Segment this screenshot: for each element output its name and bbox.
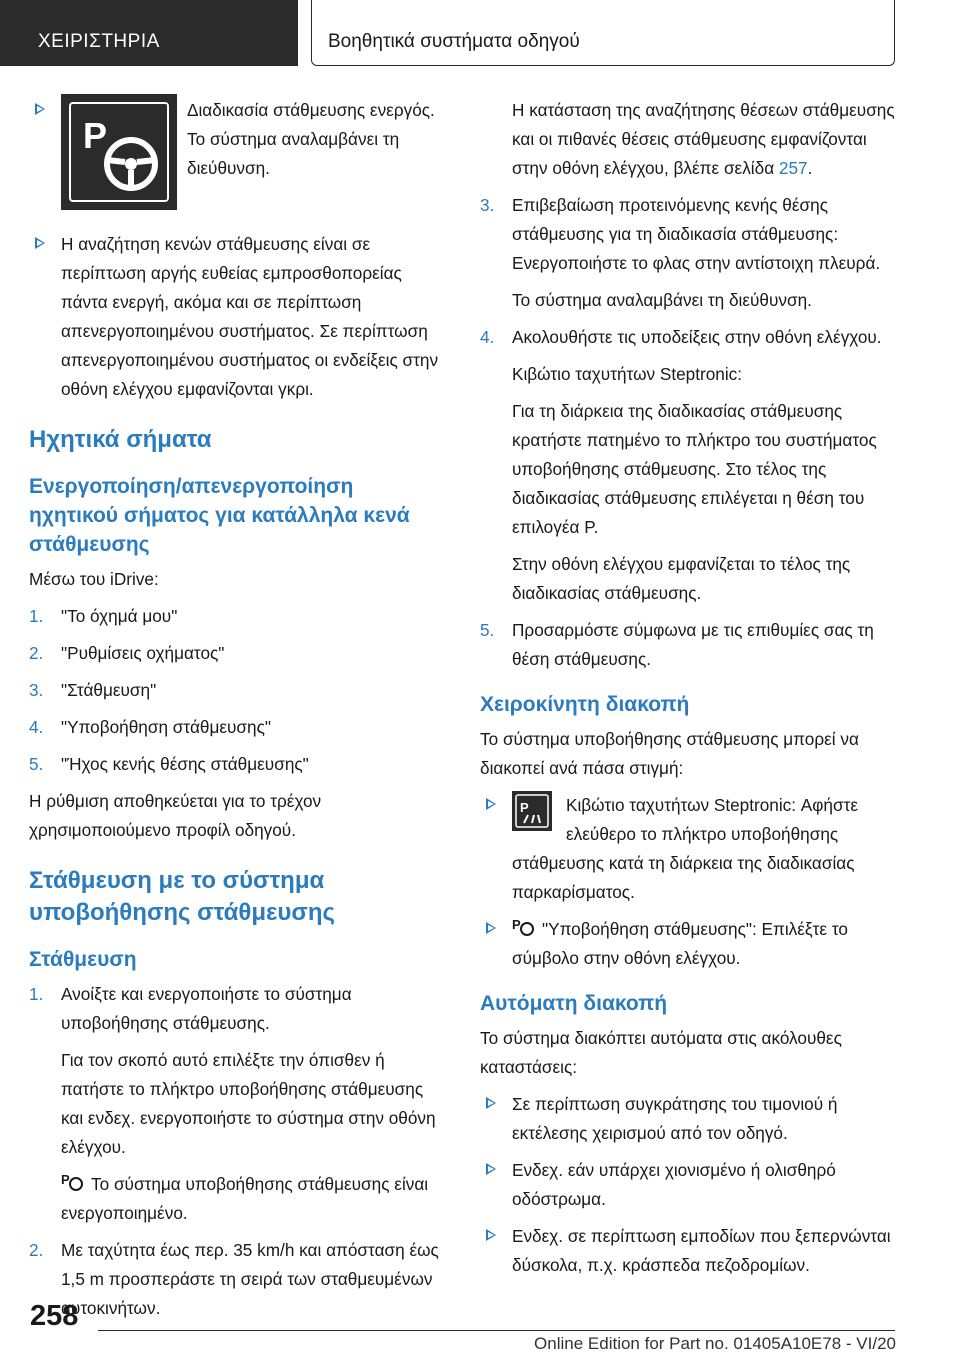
list-item: 5. Προσαρμόστε σύμφωνα με τις επιθυμίες σας τη θέση στάθμευσης. [480,620,874,669]
bullet-triangle-icon [486,1229,496,1241]
profile-note: Η ρύθμιση αποθηκεύεται για το τρέχον χρησιμοποιούμενο προφίλ οδηγού. [29,791,322,840]
page-link[interactable]: 257 [778,158,808,178]
heading-sound-toggle: Ενεργοποίηση/απενεργοποίηση ηχητικού σήματος για κατάλληλα κενά στάθμευσης [29,475,410,556]
list-item-text: Σε περίπτωση συγκράτησης του τιμονιού ή εκτέλεσης χειρισμού από τον οδηγό. [512,1094,838,1143]
manual-intro: Το σύστημα υποβοήθησης στάθμευσης μπορεί να διακοπεί ανά πάσα στιγμή: [480,729,859,778]
search-status-paragraph: Η κατάσταση της αναζήτησης θέσεων στάθμευσης και οι πιθανές θέσεις στάθμευσης εμφανίζονται στην οθόνη ελέγχου, βλέπε σελίδα 257. [512,100,895,178]
heading-parking: Στάθμευση [29,948,137,971]
park-assist-icon [61,1172,85,1192]
list-item: 1. Ανοίξτε και ενεργοποιήστε το σύστημα υποβοήθησης στάθμευσης. Για τον σκοπό αυτό επιλέξτε την όπισθεν ή πατήστε το πλήκτρο υποβοήθησης στάθμευσης και ενδεχ. ενεργοποιήστε το σύστημα στην οθόνη ελέγχου. P Το σύστημα υποβοήθησης στάθμευσης είναι ενεργοποιημένο. [29,984,436,1223]
list-item: 4. Ακολουθήστε τις υποδείξεις στην οθόνη ελέγχου. Κιβώτιο ταχυτήτων Steptronic: Για τη διάρκεια της διαδικασίας στάθμευσης κρατήστε πατημένο το πλήκτρο του συστήματος υποβοήθησης στάθμευσης. Στο τέλος της διαδικασίας στάθμευσης επιλέγεται η θέση του επιλογέα P. Στην οθόνη ελέγχου εμφανίζεται το τέλος της διαδικασίας στάθμευσης. [480,327,882,603]
footer-divider [98,1330,895,1331]
list-item: 3. "Στάθμευση" [29,680,157,700]
list-item [480,1222,900,1280]
svg-text:P: P [512,917,521,932]
heading-auto-stop: Αυτόματη διακοπή [480,992,668,1015]
list-item [480,1156,900,1214]
list-item: 3. Επιβεβαίωση προτεινόμενης κενής θέσης στάθμευσης για τη διαδικασία στάθμευσης: Ενεργοποιήστε το φλας στην αντίστοιχη πλευρά. Το σύστημα αναλαμβάνει τη διεύθυνση. [480,195,881,310]
park-assist-icon [512,917,536,937]
list-item: 5. "Ήχος κενής θέσης στάθμευσης" [29,754,309,774]
list-item: 1. "Το όχημά μου" [29,606,178,626]
parking-steps-continued [480,191,900,674]
list-item-text: Η αναζήτηση κενών στάθμευσης είναι σε περίπτωση αργής ευθείας εμπροσθοπορείας πάντα ενεργή, ακόμα και σε περίπτωση απενεργοποιημένου συστήματος. Σε περίπτωση απενεργοποιημένου συστήματος οι ενδείξεις στην οθόνη ελέγχου εμφανίζονται γκρι. [61,234,439,399]
bullet-triangle-icon [486,1163,496,1175]
auto-intro: Το σύστημα διακόπτει αυτόματα στις ακόλουθες καταστάσεις: [480,1028,842,1077]
right-column [480,96,900,1288]
list-item-text: Ενδεχ. εάν υπάρχει χιονισμένο ή ολισθηρό οδόστρωμα. [512,1160,836,1209]
auto-stop-list [480,1090,900,1280]
bullet-triangle-icon [35,237,45,249]
bullet-triangle-icon [486,922,496,934]
park-assist-button-icon [512,791,552,831]
chapter-title: Βοηθητικά συστήματα οδηγού [311,0,895,66]
svg-text:P: P [83,115,108,156]
footer-edition: Online Edition for Part no. 01405A10E78 - VI/20 [534,1334,896,1353]
list-item-text: Κιβώτιο ταχυτήτων Steptronic: Αφήστε ελεύθερο το πλήκτρο υποβοήθησης στάθμευσης κατά τη διάρκεια της διαδικασίας παρκαρίσματος. [512,795,859,902]
svg-text:P: P [520,800,529,815]
list-item-text: Διαδικασία στάθμευσης ενεργός. Το σύστημα αναλαμβάνει τη διεύθυνση. [187,100,435,178]
section-tab: ΧΕΙΡΙΣΤΗΡΙΑ [0,0,298,66]
page-header [0,0,960,66]
svg-text:P: P [61,1172,70,1187]
via-idrive: Μέσω του iDrive: [29,569,159,589]
list-item [480,1090,900,1148]
list-item-text: Ενδεχ. σε περίπτωση εμποδίων που ξεπερνώνται δύσκολα, π.χ. κράσπεδα πεζοδρομίων. [512,1226,891,1275]
list-item: 2. "Ρυθμίσεις οχήματος" [29,643,225,663]
status-list [29,96,447,404]
manual-stop-list [480,791,900,973]
left-column [29,96,447,1331]
heading-sounds: Ηχητικά σήματα [29,426,212,453]
bullet-triangle-icon [486,1097,496,1109]
list-item-text: "Υποβοήθηση στάθμευσης": Επιλέξτε το σύμβολο στην οθόνη ελέγχου. [512,919,848,968]
list-item [29,230,447,404]
bullet-triangle-icon [486,798,496,810]
list-item: 4. "Υποβοήθηση στάθμευσης" [29,717,271,737]
page-number: 258 [30,1300,79,1332]
bullet-triangle-icon [35,103,45,115]
list-item [29,96,447,222]
heading-park-assist: Στάθμευση με το σύστημα υποβοήθησης στάθμευσης [29,867,335,926]
heading-manual-stop: Χειροκίνητη διακοπή [480,693,690,716]
list-item [480,915,900,973]
list-item [480,791,900,907]
park-assist-steering-icon [61,94,177,210]
menu-path-list [29,602,447,779]
list-item: 2. Με ταχύτητα έως περ. 35 km/h και απόσταση έως 1,5 m προσπεράστε τη σειρά των σταθμευμένων αυτοκινήτων. [29,1240,439,1318]
parking-steps [29,980,447,1323]
